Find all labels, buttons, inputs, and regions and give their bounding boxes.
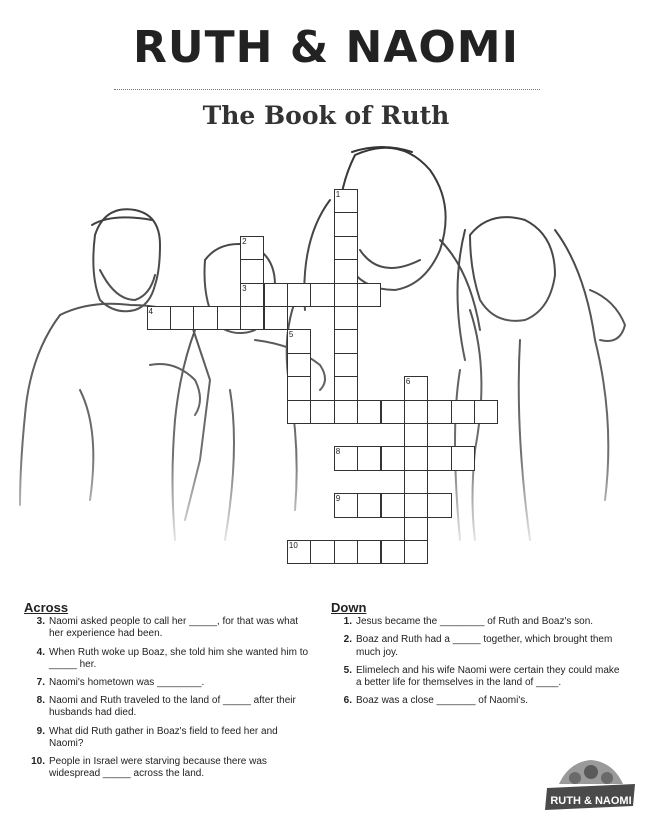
crossword-cell[interactable] bbox=[334, 259, 358, 283]
crossword-cell[interactable] bbox=[404, 540, 428, 564]
clue-text: Naomi's hometown was ________. bbox=[49, 677, 205, 689]
clue-text: Naomi asked people to call her _____, for that was what her experience had been. bbox=[49, 616, 299, 640]
across-clue bbox=[24, 647, 309, 671]
clue-text: What did Ruth gather in Boaz's field to feed her and Naomi? bbox=[49, 725, 278, 749]
crossword-cell[interactable] bbox=[264, 283, 288, 307]
clue-number: 6. bbox=[343, 695, 352, 707]
crossword-cell[interactable] bbox=[381, 446, 405, 470]
crossword-cell[interactable] bbox=[404, 423, 428, 447]
page-subtitle: The Book of Ruth bbox=[202, 101, 450, 130]
crossword-cell[interactable] bbox=[334, 400, 358, 424]
crossword-cell[interactable] bbox=[334, 329, 358, 353]
crossword-cell[interactable] bbox=[334, 283, 358, 307]
clue-number: 9. bbox=[36, 725, 45, 737]
crossword-number: 10 bbox=[288, 541, 298, 550]
crossword-cell[interactable] bbox=[427, 493, 451, 517]
crossword-cell[interactable] bbox=[381, 493, 405, 517]
crossword-cell[interactable] bbox=[404, 470, 428, 494]
across-heading: Across bbox=[24, 600, 69, 615]
crossword-cell[interactable] bbox=[310, 400, 334, 424]
crossword-cell[interactable] bbox=[193, 306, 217, 330]
crossword-cell[interactable] bbox=[334, 353, 358, 377]
crossword-number: 9 bbox=[335, 494, 341, 504]
logo-text: RUTH & NAOMI bbox=[550, 795, 632, 807]
crossword-number: 3 bbox=[242, 283, 247, 293]
clue-text: When Ruth woke up Boaz, she told him she wanted him to _____ her. bbox=[49, 646, 309, 670]
crossword-cell[interactable] bbox=[334, 376, 358, 400]
crossword-cell[interactable] bbox=[334, 212, 358, 236]
clue-number: 2. bbox=[343, 634, 352, 646]
crossword-cell[interactable] bbox=[357, 493, 381, 517]
crossword-cell[interactable] bbox=[427, 446, 451, 470]
clue-text: Boaz was a close _______ of Naomi's. bbox=[356, 695, 529, 707]
across-clues bbox=[24, 602, 309, 786]
crossword-cell[interactable] bbox=[404, 446, 428, 470]
crossword-cell[interactable] bbox=[334, 306, 358, 330]
page-title: RUTH & NAOMI bbox=[133, 22, 519, 73]
crossword-cell[interactable] bbox=[217, 306, 241, 330]
crossword-cell[interactable] bbox=[240, 306, 264, 330]
clue-number: 5. bbox=[343, 664, 352, 676]
down-clues bbox=[331, 602, 621, 713]
crossword-cell[interactable] bbox=[310, 283, 334, 307]
crossword-cell[interactable] bbox=[451, 446, 475, 470]
ruth-naomi-logo bbox=[545, 752, 637, 816]
clue-number: 1. bbox=[343, 616, 352, 628]
crossword-cell[interactable] bbox=[381, 540, 405, 564]
crossword-number: 6 bbox=[405, 377, 411, 387]
crossword-cell[interactable] bbox=[357, 540, 381, 564]
crossword-cell[interactable] bbox=[357, 283, 381, 307]
crossword-cell[interactable] bbox=[240, 259, 264, 283]
crossword-cell[interactable] bbox=[427, 400, 451, 424]
crossword-cell[interactable] bbox=[404, 493, 428, 517]
down-clue bbox=[331, 665, 621, 689]
clue-number: 10. bbox=[31, 756, 45, 768]
crossword-cell[interactable] bbox=[357, 400, 381, 424]
across-clue bbox=[24, 726, 309, 750]
crossword-cell[interactable] bbox=[381, 400, 405, 424]
crossword-number: 4 bbox=[148, 307, 153, 316]
crossword-number: 1 bbox=[335, 190, 341, 199]
crossword-cell[interactable] bbox=[264, 306, 288, 330]
clue-number: 4. bbox=[36, 646, 45, 658]
clue-number: 7. bbox=[36, 677, 45, 689]
crossword-cell[interactable] bbox=[451, 400, 475, 424]
crossword-cell[interactable] bbox=[287, 283, 311, 307]
across-clue bbox=[24, 695, 309, 719]
down-clue bbox=[331, 616, 621, 628]
down-clue bbox=[331, 695, 621, 707]
across-clue bbox=[24, 616, 309, 640]
crossword-cell[interactable] bbox=[287, 400, 311, 424]
clue-text: Boaz and Ruth had a _____ together, which brought them much joy. bbox=[356, 634, 613, 658]
crossword-number: 8 bbox=[335, 447, 341, 457]
crossword-cell[interactable] bbox=[287, 353, 311, 377]
across-clue bbox=[24, 756, 309, 780]
crossword-cell[interactable] bbox=[357, 446, 381, 470]
clue-number: 8. bbox=[36, 695, 45, 707]
crossword-cell[interactable] bbox=[170, 306, 194, 330]
crossword-cell[interactable] bbox=[287, 376, 311, 400]
clue-text: Naomi and Ruth traveled to the land of _____ after their husbands had died. bbox=[49, 695, 296, 719]
crossword-cell[interactable] bbox=[404, 517, 428, 541]
crossword-cell[interactable] bbox=[334, 236, 358, 260]
crossword-cell[interactable] bbox=[474, 400, 498, 424]
crossword-number: 5 bbox=[288, 330, 294, 340]
clue-number: 3. bbox=[36, 616, 45, 628]
crossword-cell[interactable] bbox=[334, 540, 358, 564]
clue-text: Jesus became the ________ of Ruth and Boaz's son. bbox=[356, 616, 594, 628]
clue-text: People in Israel were starving because there was widespread _____ across the land. bbox=[49, 756, 267, 780]
crossword-cell[interactable] bbox=[404, 400, 428, 424]
down-heading: Down bbox=[331, 600, 367, 615]
crossword-number: 2 bbox=[242, 236, 247, 246]
across-clue bbox=[24, 677, 309, 689]
clue-text: Elimelech and his wife Naomi were certain they could make a better life for themselves in the land of ____. bbox=[356, 664, 620, 689]
down-clue bbox=[331, 634, 621, 658]
crossword-cell[interactable] bbox=[310, 540, 334, 564]
